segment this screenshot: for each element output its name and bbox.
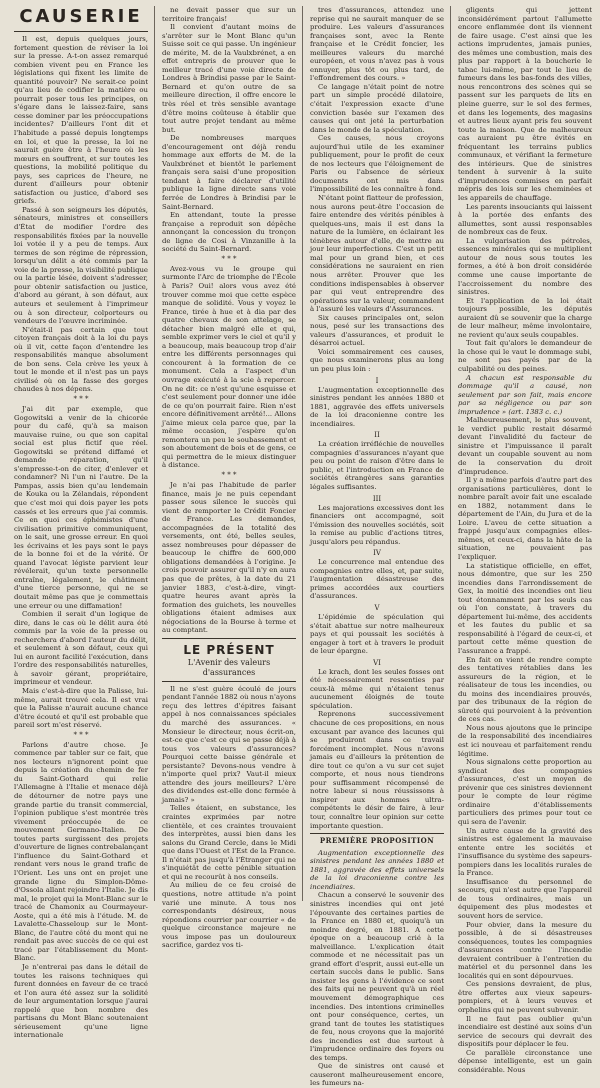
paragraph: Ces causes, nous croyons aujourd'hui utile de les examiner publiquement, pour le profit de ceux de nos lecteurs que l'éloignement de Paris ou l'absence de sérieux documents ont mis dans l'impossibilité de les connaître à fond. [310, 134, 444, 194]
paragraph: J'ai dit par exemple, que Gogowitski a venir de la chicorée pour du café, qu'à sa maison mauvaise ruine, ou que son capital social est plus fictif que réel. Gogowitski se prétend diffamé et demande réparation, qu'il s'empresse-t-on de citer, d'enlever et condamner? Ni l'un ni l'autre. De la Pampas, assis bien qu'au lendemain de Kouka ou la Zélandais, répondent que c'est moi qui dois payer les pots cassés et les erreurs que j'ai commis. Ce en quoi ces éphémistes d'une civilisation primitive communiquent, on le sait, une grosse erreur. En quoi les écrivains et les pays sont le pays de la bonne foi et de la vérité. Or quand l'avocat légiste parvient leur révélerait, qu'un texte personnelle entraîne, légalement, le châtiment d'une tierce personne, qui ne se doutait même pas que je commettais une erreur ou une diffamation! [14, 404, 148, 610]
paragraph: N'était-il pas certain que tout citoyen français doit à la loi du pays où il vit, cette façon d'entendre les responsabilités manque absolument de bon sens. Cela crève les yeux à tout le monde et il n'est pas un pays civilisé où on la fasse des gorges chaudes à nos dépens. [14, 325, 148, 394]
paragraph: Je n'ai pas l'habitude de parler finance, mais je ne puis cependant passer sous silence le succès qui vient de remporter le Crédit Foncier de France. Les demandes, accompagnées de la totalité des versements, ont été, belles seules, assez nombreuses pour dépasser de beaucoup le chiffre de 600,000 obligations demandées à l'origine. Je crois pouvoir assurer qu'il n'y en aura pas que de prêtes, à la date du 21 janvier 1883, c'est-à-dire, vingt-quatre heures avant après la formation des guichets, les nouvelles obligations étaient admises aux négociations de la Bourse à terme et au comptant. [162, 480, 296, 635]
paragraph: Telles étaient, en substance, les craintes exprimées par notre clientèle, et ces craintes trouvaient des interprètes, aussi bien dans les salons du Grand Cercle, dans le Midi que dans l'Ouest et l'Est de la France. Il n'était pas jusqu'à l'Étranger qui ne s'inquiétât de cette pénible situation et qui ne recourût à nos conseils. [162, 804, 296, 881]
paragraph: Tout fait qu'alors le demandeur de la chose qui le vaut le dommage subi, ne sont pas payés par de la culpabilité ou des peines. [458, 339, 592, 373]
separator-stars: * * * [73, 394, 89, 403]
paragraph: Mais c'est-à-dire que la Palisse, lui-même, aurait trouvé cela. Il est vrai que la Palisse n'aurait aucune chance d'être écouté et qu'il est probable que pareil sort m'est réservé. [14, 687, 148, 730]
section-rule [162, 638, 296, 639]
paragraph: Reprenons successivement chacune de ces propositions, en nous excusant par avance des lacunes qui se produiront dans ce travail forcément incomplet. Nous n'avons jamais eu d'ailleurs la prétention de dire tout ce qu'on a vu sur cet sujet comporte, et nous nous tiendrons pour suffisamment récompensé de notre labeur si nous réussissons à inspirer aux hommes ultra-compétents le désir de faire, à leur tour, connaître leur opinion sur cette importante question. [310, 710, 444, 830]
paragraph: Un autre cause de la gravité des sinistres est également la mauvaise entente entre les sociétés et l'insuffisance du système des sapeurs-pompiers dans les localités rurales de la France. [458, 826, 592, 878]
separator-stars: * * * [221, 470, 237, 479]
paragraph-quote: A chacun est responsable du dommage qu'il a causé, non seulement par son fait, mais encore par sa négligence ou par son imprudence » (art. 1383 c. c.) [458, 373, 592, 416]
paragraph: Insuffisance du personnel de secours, qui n'est autre que l'appareil de tous ordinaires, mais un équipement des plus modestes et souvent hors de service. [458, 877, 592, 920]
cause-number: II [374, 431, 380, 440]
cause-number: I [375, 376, 379, 385]
paragraph: Ce langage n'était point de notre part un simple procédé dilatoire, c'était l'expression exacte d'une conviction basée sur l'examen des causes qui ont jeté la perturbation dans le monde de la spéculation. [310, 82, 444, 134]
cause-text: Le krach, dont les seules fosses ont été nécessairement ressenties par ceux-là même qui n'étaient tenus aucunement éloignés de toute spéculation. [310, 667, 444, 710]
paragraph: Voici sommairement ces causes, que nous examinerons plus au long un peu plus loin : [310, 347, 444, 373]
column-3 [310, 6, 451, 1088]
title-rule [14, 31, 148, 32]
paragraph: Que de sinistres ont causé et causeront malheureusement encore, les fumeurs na- [310, 1062, 444, 1088]
paragraph: Au milieu de ce feu croisé de questions, notre attitude n'a point varié une minute. A tous nos correspondants désireux, nous répondions courrier par courrier « de quelque circonstance majeure ne vous impose pas un douloureux sacrifice, gardez vos ti- [162, 881, 296, 950]
paragraph: Combien il serait d'un logique de dire, dans le cas où le délit aura été commis par la voie de la presse ou recherchera d'abord l'auteur du délit, et seulement à son défaut, ceux qui lui en auront facilité l'exécution, dans l'ordre des responsabilités naturelles, à savoir gérant, propriétaire, imprimeur et vendeur. [14, 610, 148, 687]
paragraph: N'étant point flatteur de profession, nous aurons peut-être l'occasion de faire entendre des vérités pénibles à quelques-uns, mais il est dans la nature de la lumière, en éclairant les ténèbres autour d'elle, de mettre au jour leur imperfections. C'est un petit mal pour un grand bien, et ces considérations ne sauraient en rien nous arrêter. Prouver que les conditions indispensables à observer par qui veut entreprendre des opérations sur la valeur, commandent à l'assuré les valeurs d'Assurances. [310, 194, 444, 314]
paragraph: Nous signalons cette proportion au syndicat des compagnies d'assurances, c'est un moyen de prévenir que ces sinistres deviennent pour le compte de leur régime ordinaire d'établissements particuliers des primes pour tout ce qui sera de l'avenir. [458, 758, 592, 826]
paragraph: Chacun a conservé le souvenir des sinistres incendies qui ont jeté l'épouvante des certaines parties de la France en 1880 et, quoiqu'à un moindre degré, en 1881. A cette époque on a beaucoup crié à la malveillance. L'explication était commode et ne nécessitait pas un grand effort d'esprit, aussi eut-elle un certain succès dans le public. Sans insister les gens à l'évidence ce sont des faits qui ne peuvent qu'à un réel mouvement démographique ces incendies. Des intentions criminelles ont pour conséquence, certes, un grand tant de toutes les statistiques de feu, nous croyons que la majorité des incendies est due surtout à l'imprudence ordinaire des foyers ou des temps. [310, 891, 444, 1062]
cause-number: V [374, 604, 380, 612]
paragraph: Il ne faut pas oublier qu'un incendiaire est destiné aux soins d'un service de secours qui devrait des dispositifs pour déplacer le feu. [458, 1014, 592, 1049]
paragraph: Et l'application de la loi était toujours possible, les députés auraient dû se souvenir que la charge de leur malheur, même involontaire, ne revient qu'aux seuls coupables. [458, 296, 592, 339]
section-rule [162, 681, 296, 682]
paragraph: Ce parallèle circonstance une dépense intelligente, est un gain considérable. Nous [458, 1048, 592, 1074]
cause-text: L'augmentation exceptionnelle des sinistres pendant les années 1880 et 1881, aggravée des effets universels de la loi draconienne contre les incendiaires. [310, 385, 444, 428]
column-4 [458, 6, 592, 1074]
paragraph: Il convient d'autant moins de s'arrêter sur le Mont Blanc qu'un Suisse soit ce qui passe. Un ingénieur de mérite, M. de la Vaulxbrénet, a en effet entrepris de prouver que le meilleur tracé d'une voie directe de Londres à Brindisi passe par le Saint-Bernard et qu'on outre de sa meilleure direction, il offre encore le très réel et très sensible avantage d'être moins coûteuse à établir que tout autre projet tendant au même but. [162, 23, 296, 134]
cause-text: Le concurrence mal entendue des compagnies entre elles, et, par suite, l'augmentation désastreuse des primes accordées aux courtiers d'assurances. [310, 558, 444, 601]
section-rule [310, 833, 444, 834]
paragraph: Six causes principales ont, selon nous, pesé sur les transactions des valeurs d'assurances, et produit le désarroi actuel. [310, 313, 444, 348]
paragraph: En fait on vient de rendre compte des tentatives rétablies dans les assureurs de la région, et le réalisateur de tous les incendies, ou du moins des incendiaires prouvés, par des tribunaux de la région de sûreté qui pourvoient à la prévention de ces cas. [458, 655, 592, 724]
paragraph: Il ne s'est guère écoulé de jours pendant l'année 1882 où nous n'ayons reçu des lettres d'épitres faisant appel à nos connaissances spéciales du marché des assurances. « Monsieur le directeur, nous écrit-on, est-ce que c'est ce qui se passe déjà à tous vos valeurs d'assurances? Pourquoi cette baisse générale et persistante? Devons-nous vendre à n'importe quel prix? Vaut-il mieux attendre des jours meilleurs? L'ère des dividendes est-elle donc fermée à jamais? » [162, 684, 296, 804]
page-title: CAUSERIE [19, 6, 143, 27]
paragraph: Je n'entrerai pas dans le détail de toutes les raisons techniques qui furent données en faveur de ce tracé et l'on aura été assez sur la solidité de leur argumentation lorsque j'aurai rappelé que bon nombre des partisans du Mont Blanc soutenaient sérieusement qu'une ligne internationale [14, 962, 148, 1040]
paragraph: Avez-vous vu le groupe qui surmonte l'Arc de triomphe de l'École à Paris? Oui! alors vous avez été trouver comme moi que cette espèce manque de solidité. Vous y voyez le France, tirée à hue et à dia par des quatre chevaux de son attelage, se détacher bien malgré elle et qui, semble exprimer vers le ciel et qu'il y a beaucoup, mais beaucoup trop d'air entre les différents personnages qui concourent à la formation de ce monument. Cela a l'aspect d'un ouvrage exécuté à la scie à repercer. On ne dit: ce n'est qu'une esquisse et c'est seulement pour donner une idée de ce qu'on pourrait faire. Rien n'est encore définitivement arrêté!... Allons j'aime mieux cela parce que, par la même occasion, j'espère qu'on remontera un peu le soubassement et son aboutement de bois et de gens, ce qui permettra de le mieux distinguer à distance. [162, 264, 296, 470]
paragraph: Pour obvier, dans la mesure du possible, à de si désastreuses conséquences, toutes les compagnies d'assurances contre l'incendie devraient contribuer à l'entretien du matériel et du personnel dans les localités qui en sont dépourvues. [458, 920, 592, 980]
paragraph: Les parents insouciants qui laissent à la portée des enfants des allumettes, sont aussi responsables de nombreux cas de feux. [458, 202, 592, 237]
paragraph: Il y a même parfois d'autre part des organisations particulières, dont le nombre paraît avoir fait une escalade en 1882, notamment dans le département de l'Ain, du Jura et de la Loire. L'aveu de cette situation a frappé jusqu'aux compagnies elles-mêmes, et ceux-ci, dans la hâte de la situation, ne pouvaient pas l'expliquer. [458, 476, 592, 561]
paragraph: En attendant, toute la presse française a reproduit son dépêche annonçant la concession du tronçon de ligne de Cosi à Vinzanille à la société du Saint-Bernard. [162, 211, 296, 254]
cause-text: La création irréfléchie de nouvelles compagnies d'assurances n'ayant que peu ou point de raison d'être dans le public, et l'introduction en France de sociétés étrangères sans garanties légales suffisantes. [310, 440, 444, 491]
cause-text: L'épidémie de spéculation qui s'était abattue sur notre malheureux pays et qui poussait les sociétés à engager à tort et à travers le produit de leur épargne. [310, 613, 444, 656]
paragraph: La vulgarisation des pétroles, essences minérales qui se multiplient autour de nous sous toutes les formes, a été à bon droit considérée comme une cause importante de l'accroissement du nombre des sinistres. [458, 236, 592, 297]
paragraph: gligents qui jettent inconsidérément partout l'allumette encore enflammée dont ils viennent de faire usage. C'est ainsi que les actions imprudentes, jamais punies, des mêmes une combustion, mais des plus par rapport à la boucherie le tabac lui-même, par tout le lieu de fumeurs dans les bas-fonds des villes, nous rencontrons des scènes qui se passent sur les parquets de lits en pleine guerre, sur le sol des fermes, et dans les logements, des magasins et autres lieux ayant pris feu souvent toute la maison. Que de malheureux cas auraient pu être évités en fréquentant les terrains publics communaux, et vérifiant la fermeture des intérieurs. Que de sinistres tendent à survenir à la suite d'imprudences commises en parfait mépris des lois sur les cheminées et les appareils de chauffage. [458, 6, 592, 203]
cause-number: IV [373, 549, 381, 558]
separator-stars: * * * [221, 254, 237, 263]
paragraph: ne devait passer que sur un territoire français! [162, 6, 296, 23]
cause-text: Les majorations excessives dont les financiers ont accompagné, soit l'émission des nouvelles sociétés, soit la remise au public d'actions titres, jusqu'alors peu répandus. [310, 503, 444, 546]
separator-stars: * * * [73, 730, 89, 739]
column-1 [14, 6, 155, 1040]
cause-number: VI [373, 658, 381, 667]
paragraph: Il est, depuis quelques jours, fortement question de réviser la loi sur la presse. A-t-on assez remarqué combien vivent peu en France les législations qui fixent les limite de quantité pouvoir? Ne serait-ce point qu'au lieu de codifier la matière ou pourrait poser tous les principes, on s'égare dans le laissez-faire, sans cesse dominer par les préoccupations incidentes? D'ailleurs l'ont dit et l'habitude a passé depuis longtemps en loi, et que la presse, la loi ne saurait guère être à l'heure où les mœurs en souffrent, et sur toutes les questions, la mobilité politique du pays, ses caprices de l'heure, ne durent d'ailleurs pour obtenir satisfaction ou justice, d'abord ses griefs. [14, 35, 148, 206]
column-2 [162, 6, 303, 950]
section-subtitle: L'Avenir des valeurs d'assurances [187, 657, 271, 677]
section-title: LE PRÉSENT [183, 642, 275, 657]
paragraph: Nous nous ajoutons que le principe de la responsabilité des incendiaires est ici nouveau et parfaitement rendu légitime. [458, 723, 592, 758]
paragraph: La statistique officielle, en effet, nous démontre, que sur les 250 incendies dans l'arrondissement de Gex, la moitié des incendies ont lieu tout étonnamment par les seuls cas où l'on constate, à travers du département lui-même, des accidents et les fautes du public et sa responsabilité à l'égard de ceux-ci, et partout cette même question de l'assurance a frappé. [458, 561, 592, 656]
paragraph: Parlons d'autre chose. Je commence par tabler sur ce fait, que nos lecteurs n'ignorent point que depuis la création du chemin de fer du Saint-Gothard qui relie l'Allemagne à l'Italie et menace déjà de détourner de notre pays une grande partie du transit commercial, l'opinion publique s'est montrée très vivement préoccupée de ce mouvement Germano-Italien. De toutes parts surgissent des projets d'ouverture de lignes contrebalançant l'influence du Saint-Gothard et rendant vers nous le grand trafic de l'Orient. Les uns ont en projet une grande ligne du Simplon-Dôme-d'Ossola allant rejoindre l'Italie. Je dis mal, le projet qui la Mont-Blanc sur le tracé de Chamonix au Courmayeur-Aoste, qui a été mis à l'étude. M. de Lavalette-Chasseloup sur le Mont-Blanc, de l'autre côté du mont qui ne rendait pas avec succès de ce qui est tracé par l'établissement du Mont-Blanc. [14, 740, 148, 963]
proposition-lead: Augmentation exceptionnelle des sinistres pendant les années 1880 et 1881, aggravée des effets universels de la loi draconienne contre les incendiaires. [310, 848, 444, 891]
cause-number: III [372, 494, 382, 503]
paragraph: Malheureusement, le plus souvent, le verdict public restait désarmé devant l'invalidité du facteur de sinistre et l'impuissance il paraît devant un coupable souvent au nom de la conservation du droit d'imprudence. [458, 416, 592, 476]
paragraph: tres d'assurances, attendez une reprise qui ne saurait manquer de se produire. Les valeurs d'assurances françaises sont, avec la Rente française et le Crédit foncier, les meilleures valeurs du marché européen, et vous n'avez pas à vous ennuyer, plus tôt ou plus tard, de l'effondrement des cours. » [310, 6, 444, 83]
columns [14, 6, 592, 1088]
proposition-title: PREMIÈRE PROPOSITION [319, 836, 435, 846]
paragraph: De nombreuses marques d'encouragement ont déjà rendu hommage aux efforts de M. de la Vaulxbrénet et bientôt le parlement français sera saisi d'une proposition tendant à faire déclarer d'utilité publique la ligne directe sans voie ferrée de Londres à Brindisi par le Saint-Bernard. [162, 134, 296, 211]
paragraph: Passé à son seigneurs les députés, sénateurs, ministres et conseillers d'État de modifier l'ordre des responsabilités fixées par la nouvelle loi votée il y a peu de temps. Aux termes de son régime de répression, lorsqu'un délit a été commis par la voie de la presse, la visibilité publique ou la partie lésée, doivent s'adresser, pour obtenir satisfaction ou justice, d'abord au gérant, à son défaut, aux auteurs et seulement à l'imprimeur ou à son directeur, colporteurs ou vendeurs de l'œuvre incriminée. [14, 205, 149, 326]
paragraph: Ces pensions devraient, de plus, être offertes aux vieux sapeurs-pompiers, et à leurs veuves et orphelins qui ne peuvent subvenir. [458, 980, 592, 1014]
